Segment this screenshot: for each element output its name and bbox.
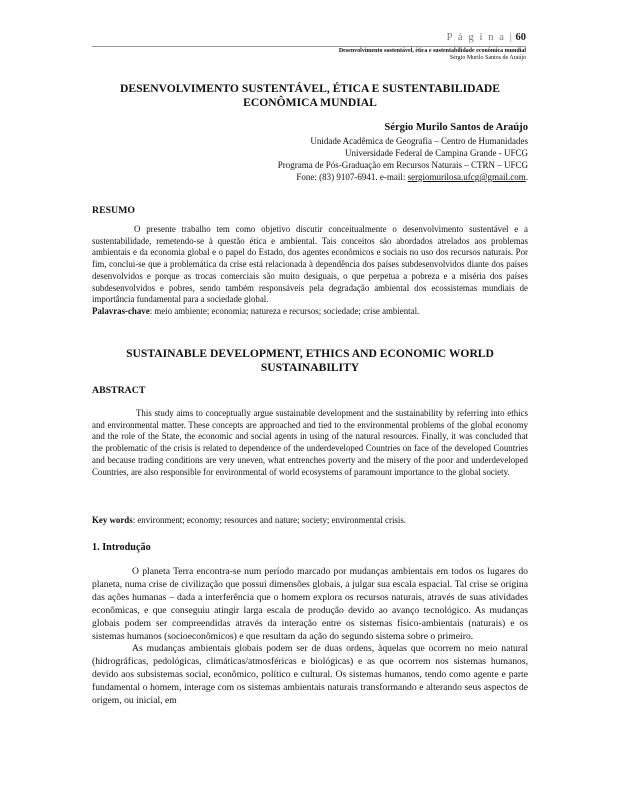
abstract-text: This study aims to conceptually argue sustainable development and the sustainability by referring into ethics and environmental matter. These concepts are approached and tied to the environmental problems of the global economy and the role of the State, the economic and social agents in using of the natural resources. Finally, it was concluded that the problematic of the crisis is related to dependence of the underdeveloped Countries on face of the developed Countries and because trading conditions are very uneven, what entrenches poverty and the misery of the poor and underdeveloped Countries, are also responsible for environmental of world ecosystems of paramount importance to the global society.: [92, 408, 528, 477]
abstract-keywords-text: : environment; economy; resources and nature; society; environmental crisis.: [132, 515, 407, 525]
header-rule: [92, 46, 526, 47]
resumo-keywords-text: : meio ambiente; economia; natureza e recursos; sociedade; crise ambiental.: [149, 305, 420, 316]
affiliation-1: Unidade Acadêmica de Geografia – Centro de Humanidades: [310, 136, 528, 146]
abstract-block: [92, 408, 528, 478]
contact-suffix: .: [525, 172, 528, 182]
abstract-keywords-block: [92, 515, 528, 527]
resumo-heading: RESUMO: [92, 205, 136, 216]
paper-title-pt: DESENVOLVIMENTO SUSTENTÁVEL, ÉTICA E SUSTENTABILIDADE ECONÔMICA MUNDIAL: [119, 82, 500, 109]
intro-heading: 1. Introdução: [92, 542, 151, 553]
contact-phone: Fone: (83) 9107-6941. e-mail:: [296, 172, 408, 182]
abstract-heading: ABSTRACT: [92, 385, 146, 396]
intro-paragraph-2: As mudanças ambientais globais podem ser de duas ordens, àquelas que ocorrem no meio natural (hidrográficas, pedológicas, climáticas/atmosféricas e biológicas) e as que ocorrem nos sistemas humanos, devido aos subsistemas social, econômico, político e cultural. Os sistemas humanos, tendo como agente e parte fundamental o homem, interage com os sistemas ambientais naturais transformando e alterando seus aspectos de origem, ou inicial, em: [92, 643, 528, 707]
abstract-keywords-label: Key words: [92, 515, 133, 525]
page-word: P á g i n a: [446, 32, 506, 43]
intro-body: [92, 566, 528, 708]
paper-title-en: SUSTAINABLE DEVELOPMENT, ETHICS AND ECONOMIC WORLD SUSTAINABILITY: [126, 347, 494, 374]
resumo-keywords: [92, 306, 528, 318]
page-number: 60: [515, 32, 526, 43]
author-name: Sérgio Murilo Santos de Araújo: [384, 122, 528, 133]
page-number-header: [447, 32, 526, 43]
affiliation-2: Universidade Federal de Campina Grande - UFCG: [345, 148, 528, 158]
author-block: [92, 121, 528, 183]
intro-heading-block: [92, 542, 528, 553]
running-author: Sérgio Murilo Santos de Araújo: [449, 55, 526, 61]
email-link[interactable]: sergiomurilosa.ufcg@gmail.com: [407, 172, 526, 182]
page-separator: |: [509, 32, 514, 43]
resumo-text: O presente trabalho tem como objetivo discutir conceitualmente o desenvolvimento sustentável e a sustentabilidade, remetendo-se à questão ética e ambiental. Tais conceitos são abordados atrelados aos problemas ambientais e da economia global e o papel do Estado, dos agentes econômicos e sociais no uso dos recursos naturais. Por fim, conclui-se que a problemática da crise está relacionada à dependência dos países subdesenvolvidos diante dos países desenvolvidos e porque as trocas comerciais são muito desiguais, o que perpetua a pobreza e a miséria dos países subdesenvolvidos e pobres, sendo também responsáveis pela degradação ambiental dos ecossistemas mundiais de importância fundamental para a sociedade global.: [92, 224, 528, 305]
resumo-keywords-label: Palavras-chave: [92, 305, 150, 316]
intro-paragraph-1: O planeta Terra encontra-se num período marcado por mudanças ambientais em todos os lugares do planeta, numa crise de civilização que possui dimensões globais, a julgar sua escala espacial. Tal crise se origina das ações humanas – dada a interferência que o homem explora os recursos naturais, através de suas atividades econômicas, e que conseguiu atingir larga escala de produção devido ao avanço tecnológico. As mudanças globais podem ser compreendidas através da interação entre os sistemas físico-ambientais (naturais) e os sistemas humanos (socioeconômicos) e que resultam da ação do segundo sistema sobre o primeiro.: [92, 566, 528, 642]
affiliation-3: Programa de Pós-Graduação em Recursos Naturais – CTRN – UFCG: [277, 160, 528, 170]
abstract-keywords: [92, 515, 528, 527]
title-en-block: [92, 347, 528, 375]
contact-line: [92, 171, 528, 183]
resumo-heading-block: [92, 205, 528, 216]
running-title: Desenvolvimento sustentável, ética e sustentabilidade econômica mundial: [338, 48, 526, 54]
title-pt-block: [92, 82, 528, 110]
abstract-heading-block: [92, 385, 528, 396]
resumo-block: [92, 224, 528, 318]
